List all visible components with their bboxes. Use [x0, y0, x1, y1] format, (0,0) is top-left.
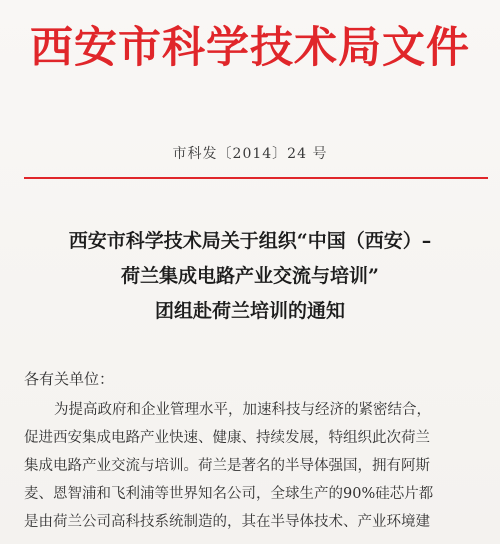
body-paragraph — [24, 396, 490, 536]
notice-title — [0, 224, 500, 329]
red-divider-rule — [24, 177, 488, 179]
body-line-1: 为提高政府和企业管理水平，加速科技与经济的紧密结合， — [54, 402, 431, 418]
body-line-3: 集成电路产业交流与培训。荷兰是著名的半导体强国，拥有阿斯 — [24, 458, 430, 474]
body-line-4: 麦、恩智浦和飞利浦等世界知名公司，全球生产的90%硅芯片都 — [24, 486, 434, 502]
title-line-1: 西安市科学技术局关于组织“中国（西安）– — [68, 230, 432, 252]
body-line-5: 是由荷兰公司高科技系统制造的，其在半导体技术、产业环境建 — [24, 514, 430, 530]
title-line-2: 荷兰集成电路产业交流与培训” — [121, 265, 379, 287]
title-line-3: 团组赴荷兰培训的通知 — [154, 300, 345, 322]
body-line-2: 促进西安集成电路产业快速、健康、持续发展，特组织此次荷兰 — [24, 430, 430, 446]
org-title-header: 西安市科学技术局文件 — [30, 23, 470, 73]
salutation: 各有关单位： — [24, 370, 115, 388]
document-number: 市科发〔2014〕24 号 — [172, 146, 328, 162]
